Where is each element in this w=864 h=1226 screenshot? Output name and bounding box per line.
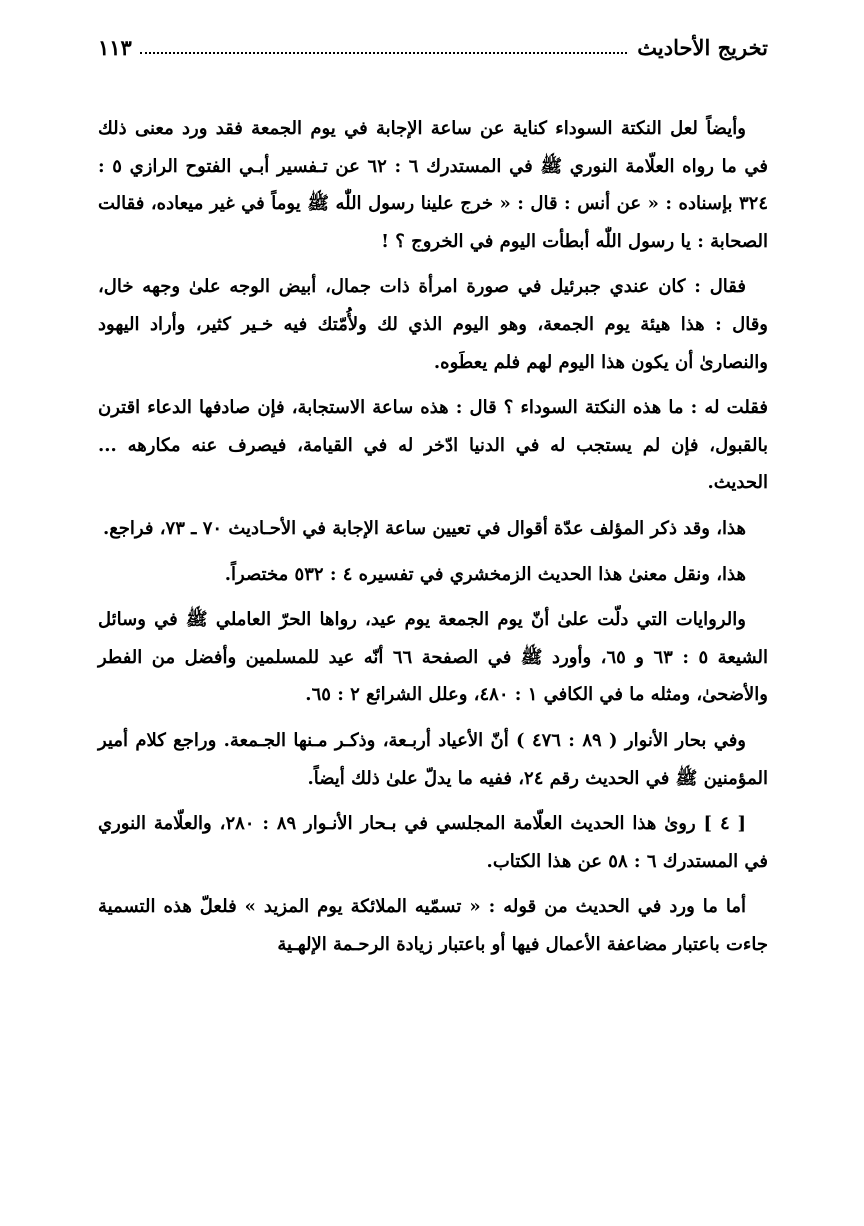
page-number: ١١٣: [98, 34, 132, 60]
running-header: [98, 30, 768, 64]
paragraph: وأيضاً لعل النكتة السوداء كناية عن ساعة الإجابة في يوم الجمعة فقد ورد معنى ذلك في ما رواه العلّامة النوري ﷺ في المستدرك ٦ : ٦٢ عن تـفسير أبـي الفتوح الرازي ٥ : ٣٢٤ بإسناده : « عن أنس : قال : « خرج علينا رسول اللّٰه ﷺ يوماً في غير ميعاده، فقالت الصحابة : يا رسول اللّٰه أبطأت اليوم في الخروج ؟ !: [98, 118, 769, 252]
paragraph: فقلت له : ما هذه النكتة السوداء ؟ قال : هذه ساعة الاستجابة، فإن صادفها الدعاء اقترن بالقبول، فإن لم يستجب له في الدنيا ادّخر له في القيامة، فيصرف عنه مكارهه ... الحديث.: [98, 397, 768, 494]
paragraph: هذا، وقد ذكر المؤلف عدّة أقوال في تعيين ساعة الإجابة في الأحـاديث ٧٠ ـ ٧٣، فراجع.: [102, 517, 746, 539]
paragraph: فقال : كان عندي جبرئيل في صورة امرأة ذات جمال، أبيض الوجه علىٰ وجهه خال، وقال : هذا هيئة يوم الجمعة، وهو اليوم الذي لك ولأُمّتك فيه خـير كثير، وأراد اليهود والنصارىٰ أن يكون هذا اليوم لهم فلم يعطَوه.: [98, 276, 768, 373]
paragraph: والروايات التي دلّت علىٰ أنّ يوم الجمعة يوم عيد، رواها الحرّ العاملي ﷺ في وسائل الشيعة ٥ : ٦٣ و ٦٥، وأورد ﷺ في الصفحة ٦٦ أنّه عيد للمسلمين وأفضل من الفطر والأضحىٰ، ومثله ما في الكافي ١ : ٤٨٠، وعلل الشرائع ٢ : ٦٥.: [98, 609, 768, 706]
chapter-title: تخريج الأحاديث: [637, 34, 768, 60]
paragraph: وفي بحار الأنوار ( ٨٩ : ٤٧٦ ) أنّ الأعياد أربـعة، وذكـر مـنها الجـمعة. وراجع كلام أمير المؤمنين ﷺ في الحديث رقم ٢٤، ففيه ما يدلّ علىٰ ذلك أيضاً.: [98, 729, 768, 789]
page-body: [98, 110, 768, 963]
paragraph: هذا، ونقل معنىٰ هذا الحديث الزمخشري في تفسيره ٤ : ٥٣٢ مختصراً.: [224, 563, 746, 585]
dot-leader: [140, 51, 627, 54]
footnote-paragraph: [ ٤ ] روىٰ هذا الحديث العلّامة المجلسي في بـحار الأنـوار ٨٩ : ٢٨٠، والعلّامة النوري في المستدرك ٦ : ٥٨ عن هذا الكتاب.: [98, 813, 768, 872]
paragraph: أما ما ورد في الحديث من قوله : « تسمّيه الملائكة يوم المزيد » فلعلّ هذه التسمية جاءت باعتبار مضاعفة الأعمال فيها أو باعتبار زيادة الرحـمة الإلهـية: [98, 896, 768, 955]
